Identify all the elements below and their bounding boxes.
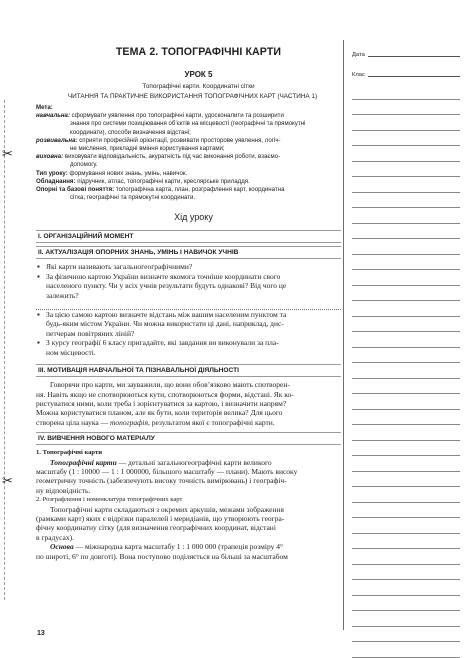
- terms-label: Опорні та базові поняття:: [36, 186, 115, 194]
- section-heading: II. АКТУАЛІЗАЦІЯ ОПОРНИХ ЗНАНЬ, УМІНЬ І НАВИЧОК УЧНІВ: [36, 246, 341, 259]
- edu-goal-text: координати), способи визначення відстані;: [70, 128, 191, 136]
- section-heading: I. ОРГАНІЗАЦІЙНИЙ МОМЕНТ: [36, 230, 341, 243]
- note-line[interactable]: [352, 255, 460, 271]
- note-line[interactable]: [352, 565, 460, 581]
- note-line[interactable]: [352, 286, 460, 302]
- note-line[interactable]: [352, 487, 460, 503]
- lesson-subtitle-2: ЧИТАННЯ ТА ПРАКТИЧНЕ ВИКОРИСТАННЯ ТОПОГРАФІЧНИХ КАРТ (ЧАСТИНА 1): [67, 93, 318, 100]
- class-field[interactable]: [352, 64, 460, 78]
- meta-label: Мета:: [36, 104, 53, 111]
- question-list: [36, 262, 341, 357]
- note-line[interactable]: [352, 627, 460, 643]
- note-line[interactable]: [352, 177, 460, 193]
- note-line[interactable]: [352, 348, 460, 364]
- lesson-number: УРОК 5: [184, 70, 213, 79]
- note-line[interactable]: [352, 84, 460, 100]
- note-line[interactable]: [352, 472, 460, 488]
- note-line[interactable]: [352, 549, 460, 565]
- note-line[interactable]: [352, 456, 460, 472]
- lesson-type-text: формування нових знань, умінь, навичок.: [67, 169, 188, 177]
- writing-line: [36, 300, 341, 310]
- equipment-label: Обладнання:: [36, 177, 76, 185]
- section-heading: III. МОТИВАЦІЯ НАВЧАЛЬНОЇ ТА ПІЗНАВАЛЬНОЇ ДІЯЛЬНОСТІ: [36, 364, 341, 377]
- note-line[interactable]: [352, 580, 460, 596]
- upbringing-goal-label: виховна:: [36, 153, 64, 161]
- class-label: Клас: [352, 72, 365, 78]
- note-line[interactable]: [352, 363, 460, 379]
- note-line[interactable]: [352, 131, 460, 147]
- note-line[interactable]: [352, 596, 460, 612]
- note-line[interactable]: [352, 441, 460, 457]
- edu-goal-text: сформувати уявлення про топографічні карти, удосконалити та розширити: [69, 112, 284, 120]
- note-line[interactable]: [352, 317, 460, 333]
- upbringing-goal-text: допомогу.: [70, 161, 98, 169]
- dev-goal-label: розвивальна:: [36, 136, 78, 144]
- subheading: 2. Розграфлення і номенклатура топографічних карт: [36, 496, 183, 504]
- topic-title: ТЕМА 2. ТОПОГРАФІЧНІ КАРТИ: [115, 46, 282, 58]
- page-number: 13: [37, 630, 45, 637]
- note-line[interactable]: [352, 394, 460, 410]
- note-line[interactable]: [352, 146, 460, 162]
- edu-goal-label: навчальна:: [36, 112, 70, 120]
- terms-text: топографічна карта, план, розграфлення карт, координатна: [114, 186, 285, 194]
- dev-goal-text: не мислення, прикладні вміння користування картами;: [70, 145, 225, 153]
- margin-divider: [343, 40, 344, 630]
- list-item: ▪ З курсу географії 6 класу пригадайте, які завдання ви виконували за пла- ном місцевості.: [36, 338, 341, 357]
- note-line[interactable]: [352, 100, 460, 116]
- note-line[interactable]: [352, 239, 460, 255]
- note-line[interactable]: [352, 534, 460, 550]
- note-line[interactable]: [352, 518, 460, 534]
- lesson-subtitle: Топографічні карти. Координатні сітки: [142, 83, 255, 90]
- note-line[interactable]: [352, 301, 460, 317]
- list-item: ▪ За фізичною картою України визначте якомога точніше координати свого населеного пункту. Чи у всіх учнів результати будуть однакові? Від чого це залежить?: [36, 272, 341, 300]
- date-field[interactable]: [352, 44, 460, 58]
- notes-lines: [352, 84, 460, 658]
- scissors-icon: ✂: [2, 147, 13, 162]
- upbringing-goal-text: виховувати відповідальність, акуратність під час виконання роботи, взаємо-: [63, 153, 281, 161]
- lesson-type-label: Тип уроку:: [36, 169, 68, 177]
- note-line[interactable]: [352, 503, 460, 519]
- list-item: ▪ Які карти називають загальногеографічними?: [36, 262, 341, 271]
- course-heading: Хід уроку: [174, 212, 213, 223]
- list-item: ▪ За цією самою картою визначте відстань між вашим населеним пунктом та будь-яким містом України. Чи можна використати ці дані, наприклад, дис- петчерам повітряних ліній?: [36, 310, 341, 338]
- note-line[interactable]: [352, 410, 460, 426]
- notes-margin: [352, 40, 460, 658]
- subheading: 1. Топографічні карти: [36, 449, 103, 457]
- terms-text: сітка, географічні та прямокутні координати.: [70, 194, 196, 202]
- equipment-text: підручник, атлас, топографічні карти, креслярське приладдя.: [75, 177, 250, 185]
- note-line[interactable]: [352, 611, 460, 627]
- note-line[interactable]: [352, 208, 460, 224]
- dev-goal-text: сприяти професійній орієнтації, розвивати просторове уявлення, логіч-: [77, 136, 281, 144]
- scissors-icon: ✂: [2, 474, 13, 489]
- edu-goal-text: знання про системи позиціювання об’єктів на місцевості (географічні та прямокутні: [70, 120, 306, 128]
- note-line[interactable]: [352, 162, 460, 178]
- section-heading: IV. ВИВЧЕННЯ НОВОГО МАТЕРІАЛУ: [36, 432, 341, 445]
- note-line[interactable]: [352, 193, 460, 209]
- note-line[interactable]: [352, 425, 460, 441]
- note-line[interactable]: [352, 332, 460, 348]
- date-label: Дата: [352, 52, 365, 58]
- lesson-content: [36, 40, 341, 561]
- note-line[interactable]: [352, 270, 460, 286]
- note-line[interactable]: [352, 115, 460, 131]
- motivation-paragraph: Говорячи про карти, ми зауважили, що вони обов’язково мають спотворен- ня. Навіть якщо не спотворюються кути, спотворюються форми, відстані. Як ко- ристуватися ними, коли треба і зорієнтуватися за картою, і визначити напрям? Можна користуватися планом, але як бути, коли територія велика? Для цього створена ціла наука — топографія, результатом якої є топографічні карти.: [36, 380, 294, 427]
- note-line[interactable]: [352, 379, 460, 395]
- note-line[interactable]: [352, 224, 460, 240]
- lesson-meta: [36, 104, 341, 202]
- new-material: 1. Топографічні карти Топографічні карти — детальні загальногеографічні карти великого масштабу (1 : 10000 — 1 : 1 000000, більшого масштабу — плани). Мають високу геометричну точність (забезпечують високу точність вимірювань) і географіч- ну відповідність. 2. Розграфлення і номенклатура топографічних карт Топографічні карти складаються з окремих аркушів, межами зображення (рамками карт) яких є відрізки паралелей і меридіанів, що утворюють геогра- фічну координатну сітку (для визначення географічних координат, відстані в градусах). Основа — міжнародна карта масштабу 1 : 1 000 000 (трапеція розміру 4° по широті, 6° по довготі). Вона поступово поділяється на більші за масштабом: [36, 448, 341, 561]
- cut-line: [4, 100, 6, 600]
